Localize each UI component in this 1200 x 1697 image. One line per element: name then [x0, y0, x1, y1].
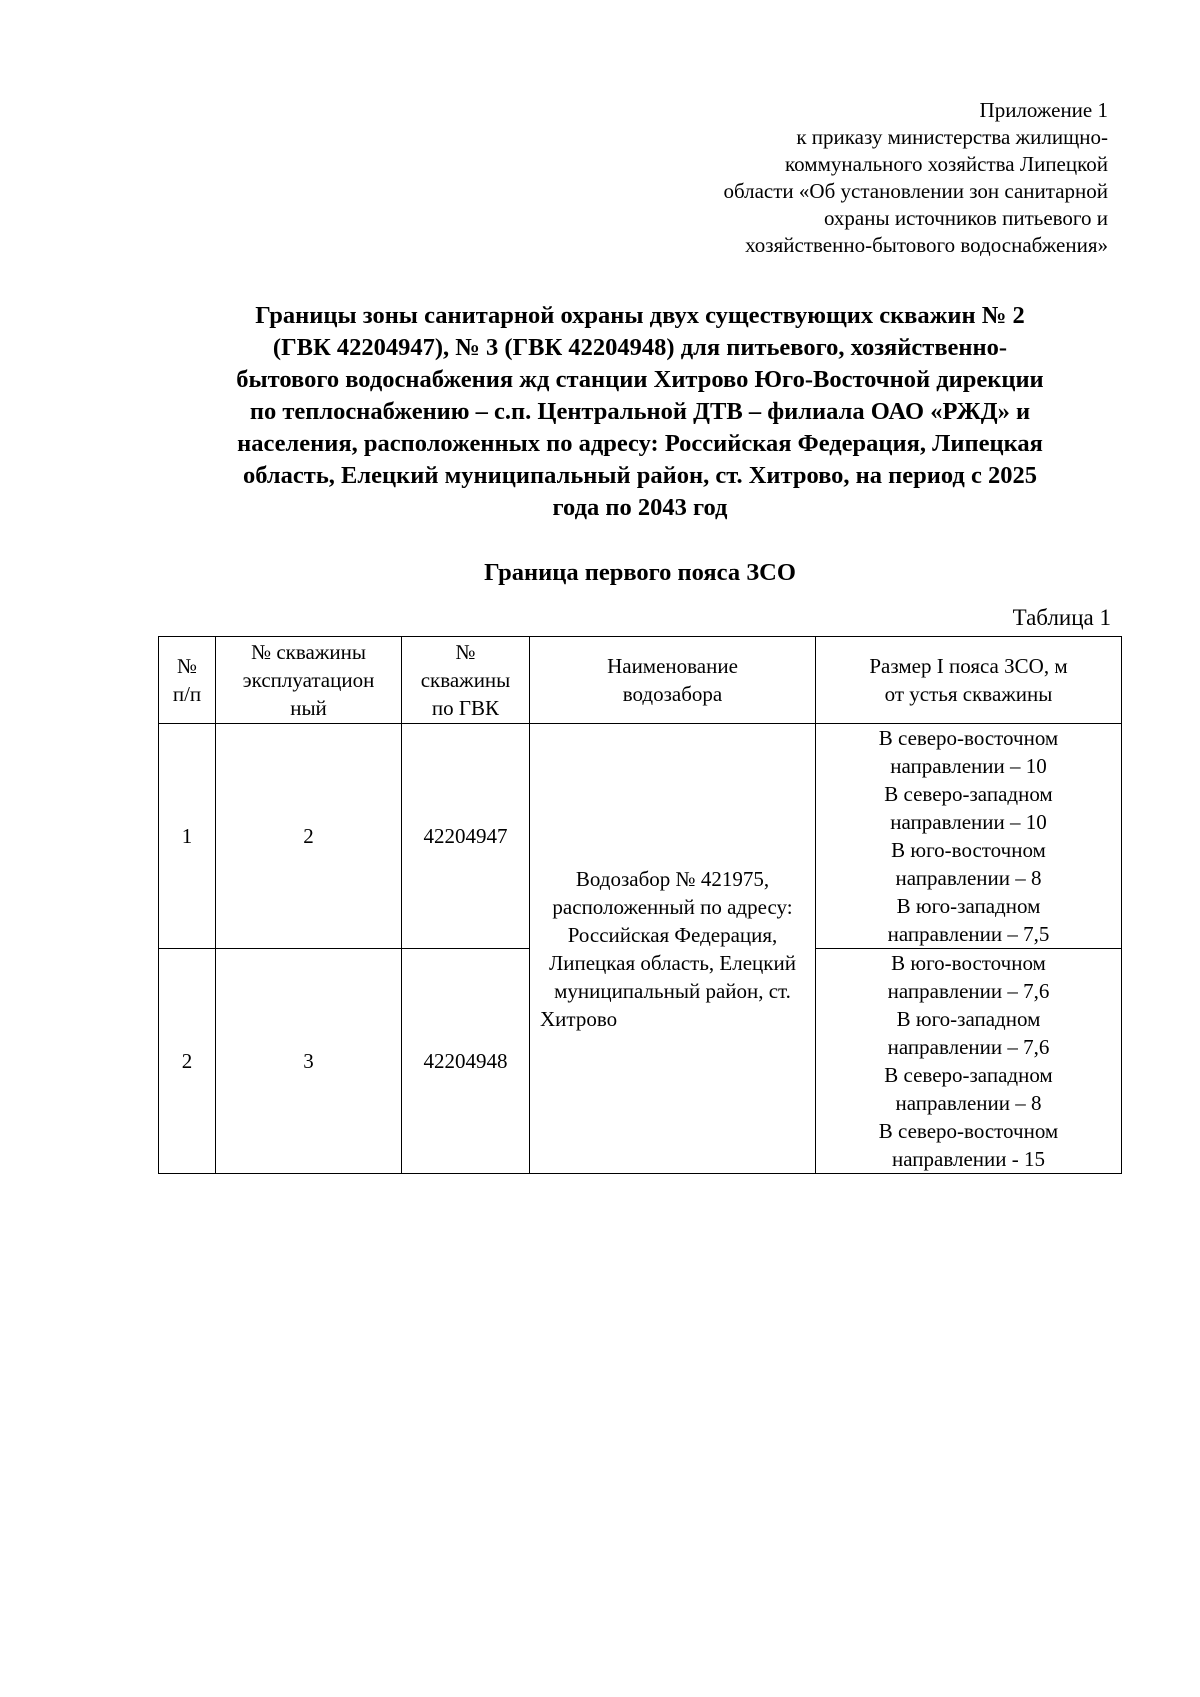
- cell-row-number: 1: [159, 724, 216, 949]
- cell-well-gvk: 42204948: [402, 949, 530, 1174]
- header-intake-name: Наименование водозабора: [530, 637, 816, 724]
- title-line: бытового водоснабжения жд станции Хитрово Юго-Восточной дирекции: [236, 366, 1044, 393]
- table-row: [159, 724, 1122, 949]
- title-line: по теплоснабжению – с.п. Центральной ДТВ – филиала ОАО «РЖД» и: [249, 398, 1031, 425]
- document-title: [150, 300, 1130, 524]
- annex-line: области «Об установлении зон санитарной: [723, 179, 1108, 203]
- annex-line: Приложение 1: [979, 98, 1108, 122]
- title-line: населения, расположенных по адресу: Российская Федерация, Липецкая: [237, 430, 1043, 457]
- header-well-gvk: № скважины по ГВК: [402, 637, 530, 724]
- annex-reference: [600, 97, 1108, 259]
- annex-line: коммунального хозяйства Липецкой: [785, 152, 1108, 176]
- cell-intake-name: Водозабор № 421975, расположенный по адресу: Российская Федерация, Липецкая область, Елецкий муниципальный район, ст. Хитрово: [530, 724, 816, 1174]
- cell-row-number: 2: [159, 949, 216, 1174]
- header-zone-size: Размер I пояса ЗСО, м от устья скважины: [816, 637, 1122, 724]
- table-header-row: [159, 637, 1122, 724]
- header-row-number: № п/п: [159, 637, 216, 724]
- cell-zone-size: В северо-восточном направлении – 10 В северо-западном направлении – 10 В юго-восточном направлении – 8 В юго-западном направлении – 7,5: [816, 724, 1122, 949]
- annex-line: к приказу министерства жилищно-: [796, 125, 1108, 149]
- title-line: область, Елецкий муниципальный район, ст. Хитрово, на период с 2025: [243, 462, 1037, 489]
- section-title: Граница первого пояса ЗСО: [484, 559, 796, 586]
- header-well-operational: № скважины эксплуатацион ный: [216, 637, 402, 724]
- annex-line: охраны источников питьевого и: [823, 206, 1108, 230]
- title-line: года по 2043 год: [552, 494, 728, 521]
- title-line: Границы зоны санитарной охраны двух существующих скважин № 2: [255, 302, 1025, 329]
- table-caption: Таблица 1: [1012, 605, 1111, 630]
- title-line: (ГВК 42204947), № 3 (ГВК 42204948) для питьевого, хозяйственно-: [272, 334, 1008, 361]
- annex-line: хозяйственно-бытового водоснабжения»: [745, 233, 1108, 257]
- cell-well-operational: 3: [216, 949, 402, 1174]
- cell-zone-size: В юго-восточном направлении – 7,6 В юго-западном направлении – 7,6 В северо-западном направлении – 8 В северо-восточном направлении - 15: [816, 949, 1122, 1174]
- zso-table: [158, 636, 1122, 1174]
- cell-well-gvk: 42204947: [402, 724, 530, 949]
- cell-well-operational: 2: [216, 724, 402, 949]
